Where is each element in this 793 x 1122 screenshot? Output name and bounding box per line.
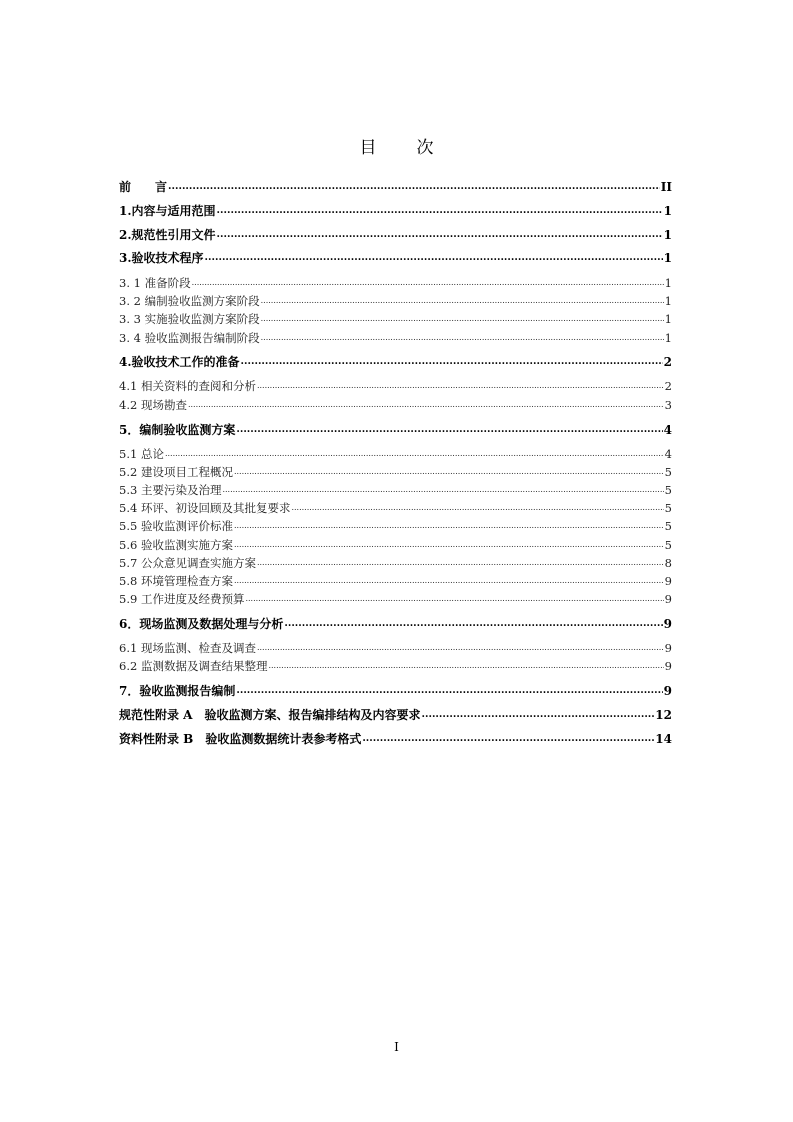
toc-entry-label: 5.8 环境管理检查方案 bbox=[119, 574, 233, 588]
toc-entry-page: II bbox=[660, 180, 672, 194]
toc-entry-page: 1 bbox=[664, 294, 672, 308]
toc-entry-label: 1.内容与适用范围 bbox=[119, 204, 216, 218]
toc-entry[interactable] bbox=[119, 640, 672, 656]
toc-entry-page: 8 bbox=[664, 556, 672, 570]
toc-entry[interactable] bbox=[119, 179, 672, 195]
toc-entry-label: 规范性附录 A 验收监测方案、报告编排结构及内容要求 bbox=[119, 708, 421, 722]
toc-entry[interactable] bbox=[119, 378, 672, 394]
toc-entry[interactable] bbox=[119, 500, 672, 516]
title-part-2: 次 bbox=[416, 138, 434, 158]
toc-leader-dots bbox=[236, 683, 662, 699]
toc-leader-dots bbox=[241, 354, 663, 370]
toc-entry-label: 7．验收监测报告编制 bbox=[119, 684, 236, 698]
toc-entry-label: 5.5 验收监测评价标准 bbox=[119, 519, 233, 533]
toc-entry-label: 3. 3 实施验收监测方案阶段 bbox=[119, 312, 260, 326]
toc-entry-page: 4 bbox=[664, 447, 672, 461]
toc-entry[interactable] bbox=[119, 616, 672, 632]
toc-entry-label: 4.1 相关资料的查阅和分析 bbox=[119, 379, 256, 393]
toc-leader-dots bbox=[284, 616, 662, 632]
toc-entry[interactable] bbox=[119, 707, 672, 723]
toc-entry-label: 5．编制验收监测方案 bbox=[119, 423, 236, 437]
toc-entry[interactable] bbox=[119, 555, 672, 571]
toc-entry-label: 6.2 监测数据及调查结果整理 bbox=[119, 659, 268, 673]
toc-entry[interactable] bbox=[119, 518, 672, 534]
toc-leader-dots bbox=[236, 422, 662, 438]
toc-leader-dots bbox=[291, 500, 663, 516]
toc-entry-page: 12 bbox=[655, 708, 672, 722]
toc-entry-page: 9 bbox=[664, 574, 672, 588]
toc-entry-page: 1 bbox=[663, 204, 672, 218]
toc-entry[interactable] bbox=[119, 731, 672, 747]
toc-entry-label: 资料性附录 B 验收监测数据统计表参考格式 bbox=[119, 732, 362, 746]
toc-leader-dots bbox=[261, 311, 664, 327]
toc-entry[interactable] bbox=[119, 397, 672, 413]
toc-leader-dots bbox=[257, 640, 664, 656]
toc-entry-label: 3. 2 编制验收监测方案阶段 bbox=[119, 294, 260, 308]
toc-entry-page: 3 bbox=[664, 398, 672, 412]
toc-entry[interactable] bbox=[119, 203, 672, 219]
toc-entry[interactable] bbox=[119, 250, 672, 266]
toc-entry-label: 6．现场监测及数据处理与分析 bbox=[119, 617, 284, 631]
toc-leader-dots bbox=[222, 482, 663, 498]
toc-leader-dots bbox=[234, 537, 664, 553]
toc-entry[interactable] bbox=[119, 573, 672, 589]
toc-leader-dots bbox=[217, 227, 663, 243]
toc-entry-label: 6.1 现场监测、检查及调查 bbox=[119, 641, 256, 655]
toc-entry[interactable] bbox=[119, 537, 672, 553]
toc-entry-label: 4.验收技术工作的准备 bbox=[119, 355, 240, 369]
toc-entry-page: 5 bbox=[664, 465, 672, 479]
toc-leader-dots bbox=[188, 397, 664, 413]
toc-entry-label: 5.3 主要污染及治理 bbox=[119, 483, 222, 497]
toc-entry[interactable] bbox=[119, 658, 672, 674]
toc-leader-dots bbox=[192, 275, 664, 291]
toc-leader-dots bbox=[245, 591, 663, 607]
toc-entry[interactable] bbox=[119, 227, 672, 243]
toc-entry-label: 4.2 现场勘查 bbox=[119, 398, 187, 412]
toc-entry-page: 5 bbox=[664, 483, 672, 497]
toc-entry-page: 5 bbox=[664, 519, 672, 533]
toc-entry-page: 5 bbox=[664, 538, 672, 552]
toc-entry-page: 9 bbox=[663, 617, 672, 631]
toc-entry-page: 1 bbox=[663, 251, 672, 265]
toc-entry-label: 2.规范性引用文件 bbox=[119, 228, 216, 242]
toc-entry-page: 2 bbox=[663, 355, 672, 369]
toc-entry[interactable] bbox=[119, 330, 672, 346]
toc-entry[interactable] bbox=[119, 482, 672, 498]
page-title bbox=[0, 133, 793, 158]
toc-entry-page: 2 bbox=[664, 379, 672, 393]
toc-entry[interactable] bbox=[119, 311, 672, 327]
toc-entry-label: 5.1 总论 bbox=[119, 447, 164, 461]
toc-entry-page: 1 bbox=[664, 312, 672, 326]
toc-leader-dots bbox=[217, 203, 663, 219]
toc-entry-label: 5.6 验收监测实施方案 bbox=[119, 538, 233, 552]
toc-entry-page: 1 bbox=[664, 276, 672, 290]
page-number: I bbox=[394, 1040, 399, 1054]
toc-entry-label: 5.9 工作进度及经费预算 bbox=[119, 592, 245, 606]
toc-entry-label: 5.4 环评、初设回顾及其批复要求 bbox=[119, 501, 291, 515]
toc-leader-dots bbox=[362, 731, 654, 747]
toc-leader-dots bbox=[257, 555, 664, 571]
toc-entry-label: 5.7 公众意见调查实施方案 bbox=[119, 556, 256, 570]
toc-entry[interactable] bbox=[119, 683, 672, 699]
toc-entry-page: 9 bbox=[664, 641, 672, 655]
toc-entry-label: 前 言 bbox=[119, 180, 168, 194]
toc-entry-label: 3.验收技术程序 bbox=[119, 251, 204, 265]
toc-entry[interactable] bbox=[119, 591, 672, 607]
toc-entry-page: 9 bbox=[664, 659, 672, 673]
toc-entry-page: 1 bbox=[663, 228, 672, 242]
toc-leader-dots bbox=[234, 464, 664, 480]
toc-entry[interactable] bbox=[119, 446, 672, 462]
toc-leader-dots bbox=[261, 293, 664, 309]
title-part-1: 目 bbox=[359, 138, 377, 158]
toc-leader-dots bbox=[261, 330, 664, 346]
toc-entry[interactable] bbox=[119, 464, 672, 480]
toc-leader-dots bbox=[205, 250, 663, 266]
toc-entry[interactable] bbox=[119, 275, 672, 291]
toc-leader-dots bbox=[168, 179, 660, 195]
toc-entry-page: 1 bbox=[664, 331, 672, 345]
toc-entry-page: 9 bbox=[663, 684, 672, 698]
toc-entry-page: 5 bbox=[664, 501, 672, 515]
toc-entry-page: 4 bbox=[663, 423, 672, 437]
toc-leader-dots bbox=[257, 378, 664, 394]
toc-leader-dots bbox=[234, 573, 664, 589]
toc-entry-label: 3. 4 验收监测报告编制阶段 bbox=[119, 331, 260, 345]
toc-leader-dots bbox=[422, 707, 655, 723]
toc-entry-page: 14 bbox=[655, 732, 672, 746]
toc-entry[interactable] bbox=[119, 422, 672, 438]
toc-entry[interactable] bbox=[119, 354, 672, 370]
toc-entry-label: 5.2 建设项目工程概况 bbox=[119, 465, 233, 479]
toc-leader-dots bbox=[165, 446, 664, 462]
toc-leader-dots bbox=[268, 658, 663, 674]
toc-entry-page: 9 bbox=[664, 592, 672, 606]
toc-entry[interactable] bbox=[119, 293, 672, 309]
toc-leader-dots bbox=[234, 518, 664, 534]
toc-entry-label: 3. 1 准备阶段 bbox=[119, 276, 191, 290]
